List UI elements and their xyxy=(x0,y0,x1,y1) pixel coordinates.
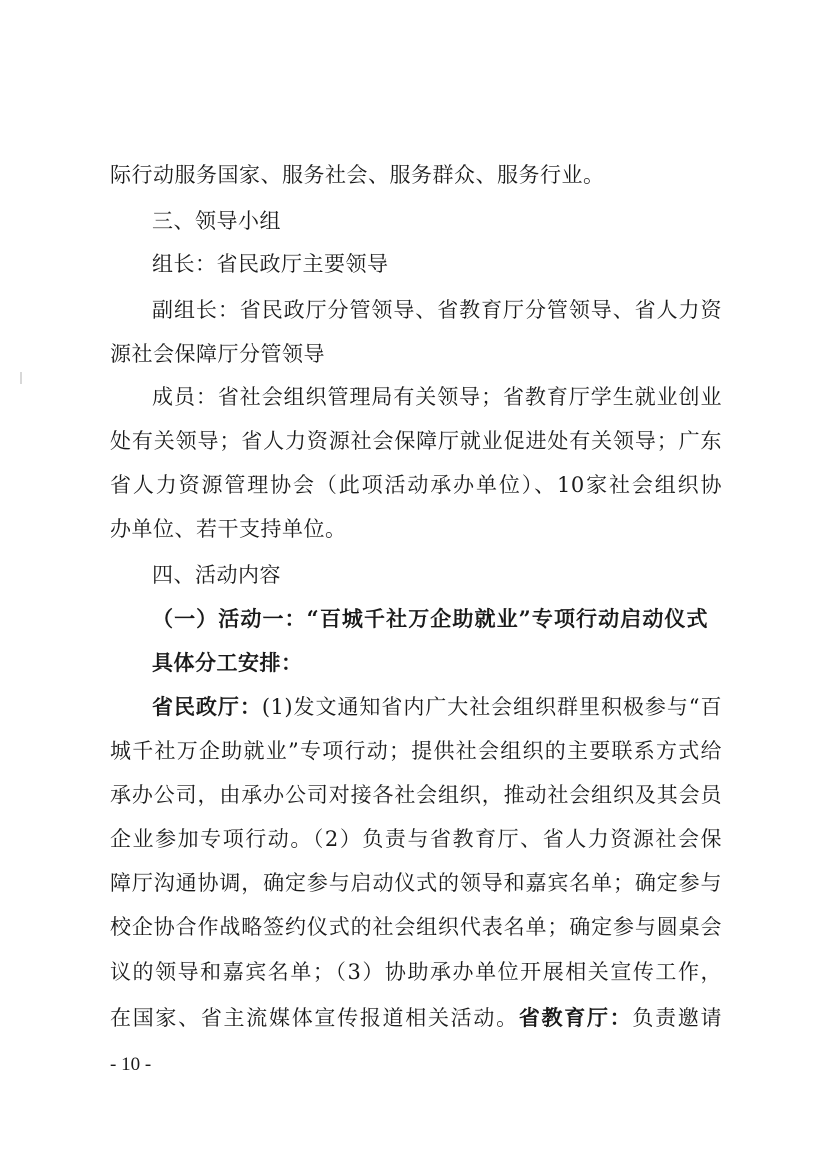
text-line: 校企协合作战略签约仪式的社会组织代表名单；确定参与圆桌会 xyxy=(110,915,722,939)
text-line: 成员：省社会组织管理局有关领导；省教育厅学生就业创业 xyxy=(152,385,722,409)
text-line: 组长：省民政厅主要领导 xyxy=(152,252,389,276)
text-line xyxy=(152,692,722,722)
page-number: - 10 - xyxy=(110,1054,152,1075)
text-line: 城千社万企助就业”专项行动；提供社会组织的主要联系方式给 xyxy=(110,739,722,763)
scan-mark xyxy=(20,372,22,384)
text-span: (1)发文通知省内广大社会组织群里积极参与“百 xyxy=(261,695,723,719)
text-line: 源社会保障厅分管领导 xyxy=(110,342,325,366)
text-line: 省人力资源管理协会（此项活动承办单位）、10家社会组织协 xyxy=(110,473,722,497)
section-heading: 四、活动内容 xyxy=(152,563,281,587)
text-line: 办单位、若干支持单位。 xyxy=(110,517,347,541)
subsection-heading: 具体分工安排： xyxy=(152,650,303,675)
subsection-heading: （一）活动一：“百城千社万企助就业”专项行动启动仪式 xyxy=(152,606,708,631)
org-name: 省教育厅： xyxy=(518,1005,633,1030)
text-line: 企业参加专项行动。（2）负责与省教育厅、省人力资源社会保 xyxy=(110,827,722,851)
org-name: 省民政厅： xyxy=(152,694,262,719)
text-line xyxy=(110,1003,722,1033)
text-line: 议的领导和嘉宾名单；（3）协助承办单位开展相关宣传工作， xyxy=(110,960,722,984)
text-line: 承办公司，由承办公司对接各社会组织，推动社会组织及其会员 xyxy=(110,783,722,807)
text-line: 障厅沟通协调，确定参与启动仪式的领导和嘉宾名单；确定参与 xyxy=(110,871,722,895)
text-span: 在国家、省主流媒体宣传报道相关活动。 xyxy=(110,1006,519,1030)
text-line: 处有关领导；省人力资源社会保障厅就业促进处有关领导；广东 xyxy=(110,429,722,453)
text-span: 负责邀请 xyxy=(632,1006,723,1030)
section-heading: 三、领导小组 xyxy=(152,209,281,233)
text-line: 际行动服务国家、服务社会、服务群众、服务行业。 xyxy=(110,163,605,187)
text-line: 副组长：省民政厅分管领导、省教育厅分管领导、省人力资 xyxy=(152,298,722,322)
